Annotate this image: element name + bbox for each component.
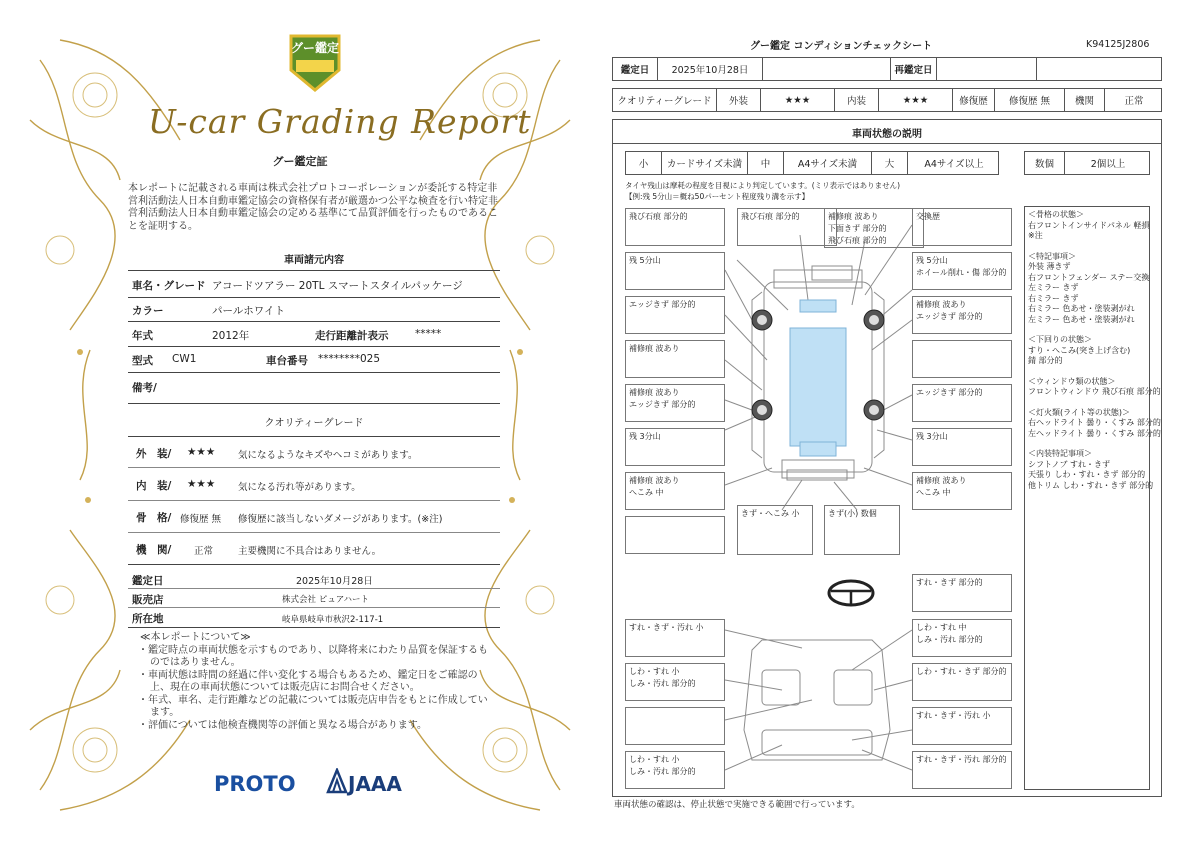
redate-value (937, 58, 1037, 80)
interior-box-rear-seat-left (625, 751, 725, 789)
special-notes-panel (1024, 206, 1161, 790)
engine-text: 主要機関に不具合はありません。 (238, 546, 382, 557)
size-mid: 中 (748, 152, 784, 174)
note-line: すり・へこみ(突き上げ含む) (1028, 345, 1131, 355)
note-line: ＜特記事項＞ (1028, 251, 1076, 261)
damage-text: しわ・すれ 小 (629, 755, 680, 764)
redate-label: 再鑑定日 (891, 58, 937, 80)
car-name-value: アコードツアラー 20TL スマートスタイルパッケージ (212, 280, 463, 292)
condition-title: 車両状態の説明 (852, 129, 922, 140)
engine-label: 機 関/ (136, 544, 172, 556)
damage-text: 補修痕 波あり (629, 388, 680, 397)
tire-box-front-right (912, 252, 1012, 290)
note-line: 右フロントフェンダー ステー交換 (1028, 272, 1150, 282)
damage-text: 下面きず 部分的 (828, 224, 887, 233)
damage-text: すれ・きず・汚れ 小 (629, 623, 704, 632)
chassis-label: 車台番号 (266, 355, 308, 367)
damage-box-rear-left (625, 516, 725, 554)
notice-item: ・評価については他検査機関等の評価と異なる場合があります。 (138, 719, 427, 731)
damage-text: すれ・きず・汚れ 小 (916, 711, 991, 720)
jaaa-logo: JAAA (348, 772, 402, 796)
damage-text: 飛び石痕 部分的 (629, 212, 688, 221)
damage-box-left-front-door (625, 340, 725, 378)
interior-box-dashboard (625, 619, 725, 657)
damage-text: きず・へこみ 小 (741, 509, 800, 518)
damage-text: 補修痕 波あり (916, 300, 967, 309)
car-name-label: 車名・グレード (132, 280, 206, 292)
sheet-title: グー鑑定 コンディションチェックシート (750, 41, 933, 52)
badge-text (289, 38, 341, 57)
tire-box-rear-right (912, 428, 1012, 466)
ext-label: 外装 (717, 89, 761, 111)
address-value: 岐阜県岐阜市秋沢2-117-1 (282, 615, 384, 625)
note-line: 左ミラー きず (1028, 283, 1079, 292)
certificate-title: グー鑑定証 (272, 155, 328, 168)
size-mid-desc: A4サイズ未満 (784, 152, 872, 174)
damage-box-front-left (625, 208, 725, 246)
repair-value: 修復歴 無 (995, 89, 1065, 111)
damage-text: しみ・汚れ 部分的 (629, 767, 696, 776)
engine-value: 正常 (1124, 96, 1144, 107)
address-label: 所在地 (132, 613, 164, 625)
chassis-value: ********025 (318, 353, 381, 365)
report-notice (136, 632, 496, 732)
interior-label: 内 装/ (136, 480, 172, 492)
interior-box-rear-seat-right (912, 751, 1012, 789)
interior-box-console (912, 663, 1012, 701)
damage-box-front (737, 208, 837, 246)
damage-text: しみ・汚れ 部分的 (916, 635, 983, 644)
ext-stars: ★★★ (761, 89, 835, 111)
size-legend (625, 151, 999, 175)
notice-title: ≪本レポートについて≫ (140, 632, 251, 643)
damage-box-right-rear (912, 472, 1012, 510)
color-value: パールホワイト (212, 305, 285, 317)
damage-text: しみ・汚れ 部分的 (629, 679, 696, 688)
jaaa-logo-icon (326, 768, 348, 794)
interior-box-left-door (625, 707, 725, 745)
tire-box-front-left (625, 252, 725, 290)
exterior-stars: ★★★ (187, 446, 216, 458)
qg-label: クオリティーグレード (613, 89, 717, 111)
damage-text: しわ・すれ 中 (916, 623, 967, 632)
certificate-text: 本レポートに記載される車両は株式会社プロトコーポレーションが委託する特定非営利活動法人日本自動車鑑定協会の資格保有者が厳選かつ公平な検査を行い特定非営利活動法人日本自動車鑑定協会の定める基準にて品質評価を行ったものであることを証明する。 (128, 183, 498, 232)
spec-section-title: 車両諸元内容 (284, 255, 344, 266)
damage-box-front-center (824, 208, 924, 248)
damage-box-rear-bumper (737, 505, 813, 555)
interior-stars: ★★★ (187, 478, 216, 490)
date-label: 鑑定日 (613, 58, 658, 80)
interior-text: 気になる汚れ等があります。 (238, 482, 361, 493)
note-line: 左ミラー 色あせ・塗装剥がれ (1028, 314, 1135, 324)
note-line: シフトノブ すれ・きず (1028, 459, 1111, 469)
tire-note: タイヤ残山は摩耗の程度を目視により判定しています。(ミリ表示ではありません) (625, 181, 901, 190)
size-large: 大 (872, 152, 908, 174)
damage-text: すれ・きず・汚れ 部分的 (916, 755, 1007, 764)
date-value: 2025年10月28日 (296, 576, 373, 587)
note-line: 錆 部分的 (1028, 356, 1063, 365)
damage-text: エッジきず 部分的 (629, 400, 696, 409)
damage-box-right-rear-door (912, 384, 1012, 422)
damage-text: 補修痕 波あり (629, 344, 680, 353)
note-line: ＜内装特記事項＞ (1028, 449, 1092, 458)
repair-label: 修復歴 (953, 89, 995, 111)
damage-text: 交換歴 (916, 212, 940, 221)
frame-text: 修復歴に該当しないダメージがあります。(※注) (238, 514, 443, 525)
note-line: 他トリム しわ・すれ・きず 部分的 (1028, 480, 1154, 490)
damage-box-front-right (912, 208, 1012, 246)
condition-check-sheet (600, 0, 1200, 848)
date-label: 鑑定日 (132, 575, 164, 587)
damage-text: しわ・すれ・きず 部分的 (916, 667, 1007, 676)
mileage-label: 走行距離計表示 (315, 330, 389, 342)
damage-text: へこみ 中 (916, 488, 951, 497)
frame-label: 骨 格/ (136, 512, 172, 524)
note-line: ＜灯火類(ライト等の状態)＞ (1028, 407, 1131, 417)
notice-item: ・車両状態は時間の経過に伴い変化する場合もあるため、鑑定日をご確認の上、現在の車両状態については販売店にお問合せください。 (138, 669, 478, 693)
damage-box-left-fender (625, 296, 725, 334)
size-small-desc: カードサイズ未満 (662, 152, 748, 174)
damage-text: 飛び石痕 部分的 (741, 212, 800, 221)
model-value: CW1 (172, 353, 197, 365)
notice-item: ・年式、車名、走行距離などの記載については販売店申告をもとに作成しています。 (138, 694, 488, 718)
note-line: 右ミラー 色あせ・塗装剥がれ (1028, 304, 1135, 313)
date-row (612, 57, 1162, 81)
notice-item: ・鑑定時点の車両状態を示すものであり、以降将来にわたり品質を保証するものではありません。 (138, 644, 488, 668)
damage-text: ホイール削れ・傷 部分的 (916, 268, 1007, 277)
dealer-value: 株式会社 ピュアハート (282, 595, 370, 605)
size-small: 小 (626, 152, 662, 174)
damage-text: 飛び石痕 部分的 (828, 236, 887, 245)
proto-logo: PROTO (214, 772, 296, 796)
damage-box-left-rear-door (625, 384, 725, 422)
damage-box-right-front-door (912, 340, 1012, 378)
mileage-value: ***** (415, 328, 442, 340)
note-line: 外装 薄きず (1028, 262, 1071, 271)
note-line: 右フロントインサイドパネル 軽損 (1028, 220, 1150, 230)
note-line: フロントウィンドウ 飛び石痕 部分的 (1028, 387, 1161, 396)
exterior-text: 気になるようなキズやヘコミがあります。 (238, 450, 418, 461)
engine-label: 機関 (1065, 89, 1105, 111)
damage-text: 補修痕 波あり (916, 476, 967, 485)
sheet-id: K94125J2806 (1086, 39, 1150, 50)
count-desc: 2個以上 (1090, 159, 1126, 170)
color-label: カラー (132, 305, 164, 317)
damage-text: 残 5分山 (629, 256, 661, 265)
damage-text: へこみ 中 (629, 488, 664, 497)
exterior-label: 外 装/ (136, 448, 172, 460)
damage-text: 残 3分山 (916, 432, 948, 441)
damage-text: 残 5分山 (916, 256, 948, 265)
dealer-label: 販売店 (132, 594, 164, 606)
tire-example: 【例:残 5分山＝概ね50パーセント程度残り溝を示す】 (625, 192, 810, 201)
badge-label: グー鑑定 (290, 41, 339, 55)
frame-value: 修復歴 無 (180, 514, 222, 525)
footer-note: 車両状態の確認は、停止状態で実施できる範囲で行っています。 (614, 800, 860, 810)
note-line: ＜下回りの状態＞ (1028, 335, 1092, 344)
damage-text: エッジきず 部分的 (916, 312, 983, 321)
remarks-label: 備考/ (132, 382, 157, 394)
tire-box-rear-left (625, 428, 725, 466)
damage-text: きず(小) 数個 (828, 509, 877, 518)
engine-value: 正常 (194, 546, 214, 557)
date-value: 2025年10月28日 (658, 58, 763, 80)
note-line: 右ヘッドライト 曇り・くすみ 部分的 (1028, 418, 1161, 427)
interior-box-driver-seat (912, 619, 1012, 657)
year-label: 年式 (132, 330, 153, 342)
steering-wheel-icon (826, 578, 876, 608)
interior-box-steering (912, 574, 1012, 612)
damage-text: エッジきず 部分的 (916, 388, 983, 397)
damage-text: エッジきず 部分的 (629, 300, 696, 309)
damage-text: 補修痕 波あり (828, 212, 879, 221)
year-value: 2012年 (212, 330, 250, 342)
int-label: 内装 (835, 89, 879, 111)
note-line: 左ヘッドライト 曇り・くすみ 部分的 (1028, 428, 1161, 438)
int-stars: ★★★ (879, 89, 953, 111)
damage-box-left-rear (625, 472, 725, 510)
damage-text: 残 3分山 (629, 432, 661, 441)
interior-box-right-door (912, 707, 1012, 745)
model-label: 型式 (132, 355, 153, 367)
damage-text: 補修痕 波あり (629, 476, 680, 485)
size-large-desc: A4サイズ以上 (924, 159, 984, 170)
damage-box-trunk (824, 505, 900, 555)
date-blank (763, 58, 891, 80)
note-line: ＜ウィンドウ類の状態＞ (1028, 376, 1116, 386)
quality-row (612, 88, 1162, 112)
windshield-glass (790, 328, 846, 446)
note-line: 天張り しわ・すれ・きず 部分的 (1028, 470, 1146, 479)
damage-text: すれ・きず 部分的 (916, 578, 983, 587)
report-title: U-car Grading Report (148, 102, 532, 141)
count-legend (1024, 151, 1150, 175)
note-line: 右ミラー きず (1028, 293, 1079, 303)
damage-text: しわ・すれ 小 (629, 667, 680, 676)
quality-section-title: クオリティーグレード (264, 418, 364, 429)
damage-box-right-fender (912, 296, 1012, 334)
count-label: 数個 (1025, 152, 1065, 174)
interior-box-passenger-seat (625, 663, 725, 701)
note-line: ※注 (1028, 231, 1043, 240)
note-line: ＜骨格の状態＞ (1028, 210, 1084, 219)
